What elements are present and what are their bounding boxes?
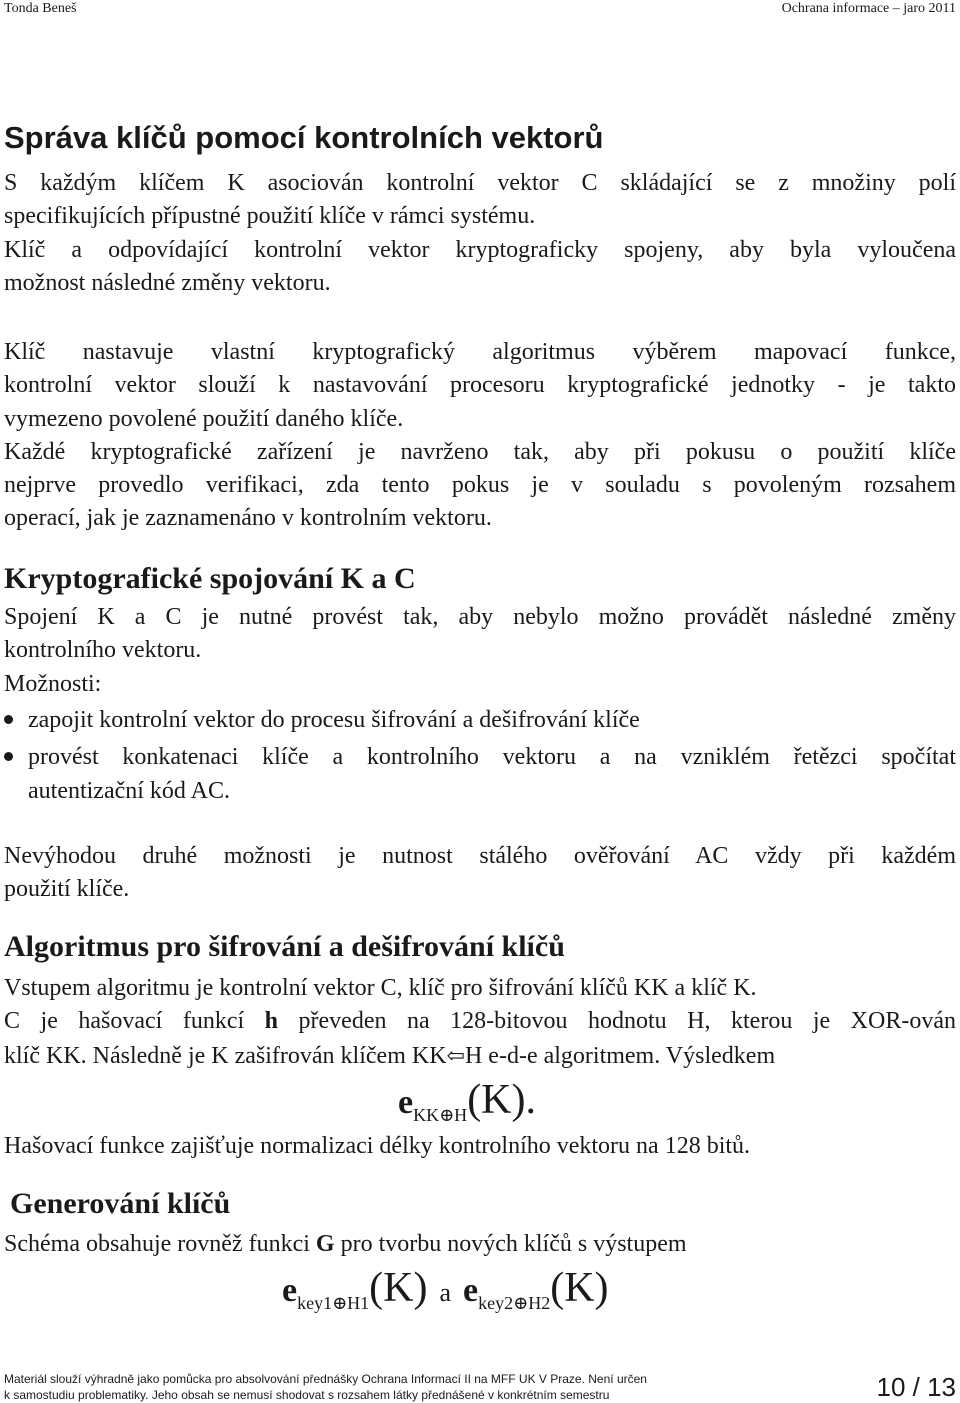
formula-e: e [282, 1272, 298, 1309]
paragraph-line: Nevýhodou druhé možnosti je nutnost stálého ověřování AC vždy při každém [4, 843, 956, 869]
intro-paragraph [4, 167, 956, 300]
header-course: Ochrana informace – jaro 2011 [781, 1, 956, 16]
formula-e: e [398, 1084, 414, 1121]
bullet-icon [4, 715, 13, 724]
paragraph-line: kontrolního vektoru. [4, 637, 202, 664]
paragraph-line: vymezeno povolené použití daného klíče. [4, 405, 404, 432]
list-item [4, 740, 956, 808]
formula-argument: (K) [550, 1265, 609, 1311]
bullet-icon [4, 752, 13, 761]
formula-and: a [439, 1278, 452, 1307]
list-item-text: zapojit kontrolní vektor do procesu šifrování a dešifrování klíče [28, 707, 640, 733]
paragraph-line: Klíč nastavuje vlastní kryptografický algoritmus výběrem mapovací funkce, [4, 339, 956, 365]
intro-line: možnost následné změny vektoru. [4, 269, 331, 296]
key-arrow-icon: ⇦ [446, 1042, 465, 1068]
intro-line: specifikujících přípustné použití klíče v rámci systému. [4, 203, 536, 230]
list-item-text: provést konkatenaci klíče a kontrolního vektoru a na vzniklém řetězci spočítat [28, 744, 956, 770]
footer-disclaimer: Materiál slouží výhradně jako pomůcka pro absolvování přednášky Ochrana Informací II na MFF UK V Praze. Není určen k samostudiu problematiky. Jeho obsah se nemusí shodovat s rozsahem látky přednášené v konkrétním semestru [4, 1372, 647, 1402]
binding-paragraph [4, 601, 956, 701]
key-control-paragraph [4, 336, 956, 536]
formula-e: e [463, 1272, 479, 1309]
paragraph-line: klíč KK. Následně je K zašifrován klíčem KK⇦H e-d-e algoritmem. Výsledkem [4, 1039, 956, 1073]
page-title: Správa klíčů pomocí kontrolních vektorů [4, 120, 604, 155]
formula-subscript: key1⊕H1 [297, 1293, 370, 1313]
list-item [4, 703, 956, 737]
paragraph-line: použití klíče. [4, 876, 130, 903]
generation-paragraph: Schéma obsahuje rovněž funkci G pro tvorbu nových klíčů s výstupem [4, 1231, 687, 1257]
paragraph-line: operací, jak je zaznamenáno v kontrolním vektoru. [4, 505, 492, 532]
algorithm-paragraph [4, 972, 956, 1073]
options-label: Možnosti: [4, 670, 102, 697]
page-number: 10 / 13 [876, 1372, 956, 1402]
section-heading-binding: Kryptografické spojování K a C [4, 562, 416, 595]
section-heading-algorithm: Algoritmus pro šifrování a dešifrování klíčů [4, 930, 565, 963]
options-list [4, 703, 956, 808]
intro-line: S každým klíčem K asociován kontrolní vektor C skládající se z množiny polí [4, 170, 956, 196]
formula-subscript: key2⊕H2 [478, 1293, 551, 1313]
paragraph-line: nejprve provedlo verifikaci, zda tento pokus je v souladu s povoleným rozsahem [4, 472, 956, 499]
paragraph-line: C je hašovací funkcí h převeden na 128-bitovou hodnotu H, kterou je XOR-ován [4, 1008, 956, 1035]
section-heading-generation: Generování klíčů [10, 1187, 231, 1220]
formula-argument: (K). [467, 1077, 536, 1123]
list-item-text: autentizační kód AC. [28, 778, 230, 804]
paragraph-line: Spojení K a C je nutné provést tak, aby nebylo možno provádět následné změny [4, 604, 956, 630]
header-author: Tonda Beneš [4, 1, 77, 16]
drawback-paragraph [4, 840, 956, 907]
hash-note [4, 1130, 956, 1163]
formula-argument: (K) [369, 1265, 428, 1311]
paragraph-line: Hašovací funkce zajišťuje normalizaci délky kontrolního vektoru na 128 bitů. [4, 1133, 751, 1159]
generation-formula [282, 1264, 609, 1314]
paragraph-line: kontrolní vektor slouží k nastavování procesoru kryptografické jednotky - je takto [4, 372, 956, 399]
formula-subscript: KK⊕H [413, 1105, 468, 1125]
paragraph-line: Vstupem algoritmu je kontrolní vektor C, klíč pro šifrování klíčů KK a klíč K. [4, 975, 757, 1001]
paragraph-line: Každé kryptografické zařízení je navrženo tak, aby při pokusu o použití klíče [4, 438, 956, 465]
intro-line: Klíč a odpovídající kontrolní vektor kryptograficky spojeny, aby byla vyloučena [4, 236, 956, 263]
encryption-formula [398, 1076, 536, 1126]
